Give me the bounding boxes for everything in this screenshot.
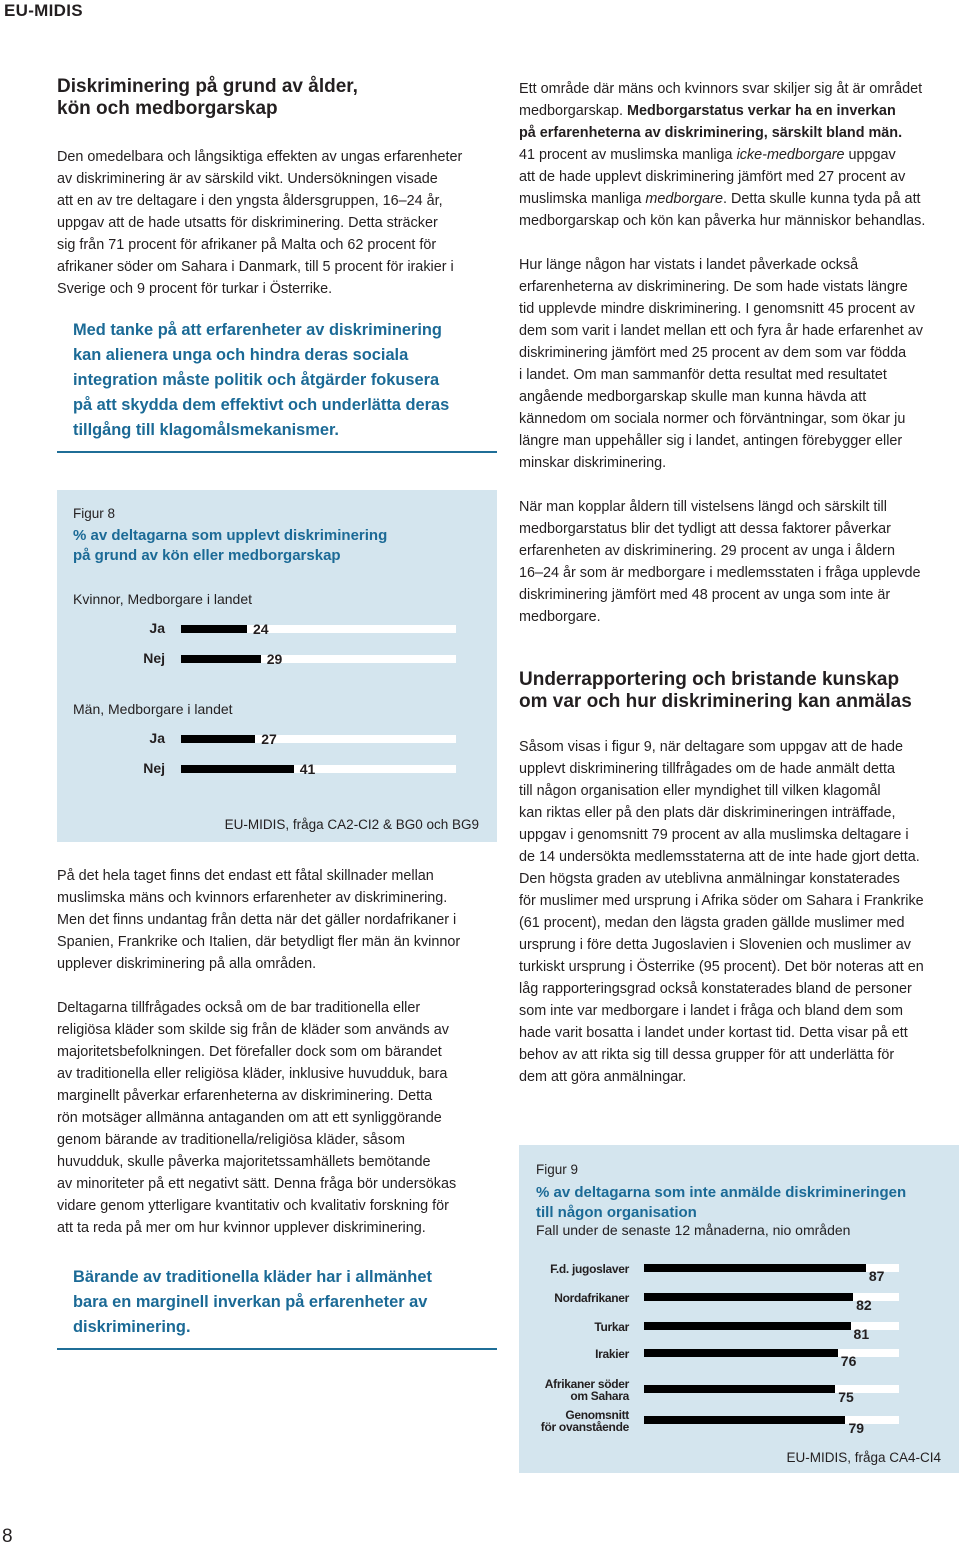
text-line: Såsom visas i figur 9, när deltagare som uppgav att de hade [519, 739, 903, 755]
text-line: av diskriminering är av särskild vikt. Undersökningen visade [57, 171, 438, 187]
left-paragraph-3 [57, 997, 499, 1239]
text-line: i landet. Om man sammanför detta resultat med resultatet [519, 367, 887, 383]
fig9-category-label [529, 1321, 629, 1333]
quote-line: integration måste politik och åtgärder fokusera [73, 371, 440, 389]
text-line: dem att göra anmälningar. [519, 1069, 687, 1085]
figure-9-panel [519, 1145, 959, 1473]
heading-line: om var och hur diskriminering kan anmälas [519, 691, 912, 712]
heading-line: kön och medborgarskap [57, 98, 278, 119]
figure-8-title [73, 526, 387, 566]
text-line: genom bärande av traditionella/religiösa kläder, såsom [57, 1132, 405, 1148]
fig9-category-label [529, 1348, 629, 1360]
text-line: Den omedelbara och långsiktiga effekten av ungas erfarenheter [57, 149, 463, 165]
fig9-category-label-line: Irakier [595, 1347, 629, 1361]
text-line: upplevt diskriminering tillfrågades om de hade anmält detta [519, 761, 895, 777]
fig9-bar [644, 1322, 851, 1330]
text-line: medborgare. [519, 609, 601, 625]
text-line [519, 144, 959, 166]
text-line: medborgarstatus blir det tydligt att dessa faktorer påverkar [519, 521, 891, 537]
text-span: 41 procent av muslimska manliga [519, 147, 737, 163]
fig9-value-label: 81 [853, 1326, 870, 1342]
figure-9-subtitle: Fall under de senaste 12 månaderna, nio områden [536, 1222, 851, 1238]
text-line: vidare genom ytterligare kvantitativ och kvalitativ forskning för [57, 1198, 449, 1214]
section-heading-age-gender [57, 76, 499, 120]
fig8-value-label: 24 [253, 621, 269, 637]
text-line: Hur länge någon har vistats i landet påverkade också [519, 257, 859, 273]
text-line: erfarenheterna av diskriminering. De som hade vistats längre [519, 279, 908, 295]
quote-line: Bärande av traditionella kläder har i allmänhet [73, 1268, 432, 1286]
text-line: för muslimer med ursprung i Afrika söder om Sahara i Frankrike [519, 893, 924, 909]
fig8-bar-track [181, 765, 456, 773]
text-line: att en av tre deltagare i den yngsta åldersgruppen, 16–24 år, [57, 193, 443, 209]
text-line: 16–24 år som är medborgare i medlemsstaten i fråga upplevde [519, 565, 921, 581]
fig9-category-label [529, 1292, 629, 1304]
text-line: majoritetsbefolkningen. Det förefaller dock som om bärandet [57, 1044, 442, 1060]
left-paragraph-1 [57, 146, 499, 300]
fig8-row-label: Ja [149, 730, 165, 746]
quote-line: på att skydda dem effektivt och underlätta deras [73, 396, 450, 414]
fig9-bar-track [644, 1385, 899, 1393]
fig9-bar [644, 1293, 853, 1301]
text-line: huvudduk, skulle påverka majoritetssamhällets bemötande [57, 1154, 431, 1170]
page-number: 8 [2, 1526, 13, 1545]
text-span: . Detta skulle kunna tyda på att [722, 191, 921, 207]
text-line: kännedom om sociala normer och förväntningar, som ökar ju [519, 411, 906, 427]
text-line: sig från 71 procent för afrikaner på Malta och 62 procent för [57, 237, 437, 253]
fig9-bar [644, 1349, 838, 1357]
right-column [519, 78, 959, 1088]
text-line [519, 122, 959, 144]
figure-title-line: på grund av kön eller medborgarskap [73, 547, 341, 564]
section-heading-underreporting [519, 669, 959, 713]
fig8-row-label: Ja [149, 620, 165, 636]
fig8-group-men: Män, Medborgare i landet [73, 701, 233, 717]
text-line: att ta reda på mer om hur kvinnor upplever diskriminering. [57, 1220, 426, 1236]
fig9-category-label-line: om Sahara [570, 1389, 629, 1403]
figure-title-line: till någon organisation [536, 1204, 697, 1221]
text-line: uppgav att de hade utsatts för diskriminering. Detta sträcker [57, 215, 438, 231]
text-line: upplever diskriminering på alla områden. [57, 956, 317, 972]
text-line: marginellt påverkar erfarenheterna av diskriminering. Detta [57, 1088, 433, 1104]
text-line: av minoriteter på ett negativt sätt. Denna fråga bör undersökas [57, 1176, 457, 1192]
text-line: turkiskt ursprung i Österrike (95 procent). Det bör noteras att en [519, 959, 924, 975]
text-line: erfarenheten av diskriminering. 29 procent av unga i åldern [519, 543, 895, 559]
figure-8-source: EU-MIDIS, fråga CA2-CI2 & BG0 och BG9 [224, 817, 479, 832]
fig8-bar [181, 735, 255, 743]
figure-9-source: EU-MIDIS, fråga CA4-CI4 [786, 1450, 941, 1465]
quote-line: tillgång till klagomålsmekanismer. [73, 421, 339, 439]
text-line: muslimska mäns och kvinnors erfarenheter av diskriminering. [57, 890, 448, 906]
fig8-bar-track [181, 735, 456, 743]
text-line: diskriminering jämfört med 25 procent av dem som var födda [519, 345, 907, 361]
text-line [519, 100, 959, 122]
left-column [57, 76, 499, 300]
text-line: rön motsäger allmänna antaganden om att ett synliggörande [57, 1110, 442, 1126]
text-span: muslimska manliga [519, 191, 646, 207]
text-line: dem som varit i landet mellan ett och fyra år hade erfarenhet av [519, 323, 923, 339]
italic-span: icke-medborgare [736, 147, 845, 163]
text-line: afrikaner söder om Sahara i Danmark, till 5 procent för irakier i [57, 259, 454, 275]
fig8-bar [181, 625, 247, 633]
fig9-category-label-line: Genomsnitt [565, 1408, 629, 1422]
text-line: Den högsta graden av uteblivna anmälningar konstaterades [519, 871, 900, 887]
text-line: tid upplevde mindre diskriminering. I genomsnitt 45 procent av [519, 301, 915, 317]
text-line: diskriminering jämfört med 48 procent av unga som inte är [519, 587, 891, 603]
figure-9-label: Figur 9 [536, 1162, 579, 1177]
text-line: uppgav i genomsnitt 79 procent av alla muslimska deltagare i [519, 827, 909, 843]
text-line: Ett område där mäns och kvinnors svar skiljer sig åt är området [519, 81, 923, 97]
fig9-category-label-line: för ovanstående [540, 1420, 629, 1434]
fig9-bar [644, 1416, 845, 1424]
text-line: ursprung i före detta Jugoslavien i Slovenien och muslimer av [519, 937, 911, 953]
text-line: Men det finns undantag från detta när det gäller nordafrikaner i [57, 912, 457, 928]
right-paragraph-3 [519, 496, 959, 628]
text-line: längre man uppehåller sig i landet, antingen förebygger eller [519, 433, 903, 449]
figure-title-line: % av deltagarna som inte anmälde diskrimineringen [536, 1184, 907, 1201]
pull-quote-2 [57, 1265, 497, 1350]
text-line: religiösa kläder som skilde sig från de kläder som används av [57, 1022, 449, 1038]
text-line: behov av att rikta sig till dessa grupper för att underlätta för [519, 1047, 895, 1063]
text-line: kan riktas eller på den plats där diskrimineringen inträffade, [519, 805, 896, 821]
italic-span: medborgare [645, 191, 723, 207]
fig9-category-label-line: Turkar [594, 1320, 629, 1334]
fig8-row-label: Nej [143, 650, 165, 666]
text-line: som inte var medborgare i landet i fråga och bland dem som [519, 1003, 903, 1019]
quote-line: Med tanke på att erfarenheter av diskriminering [73, 321, 442, 339]
fig8-bar-track [181, 655, 456, 663]
figure-9-title [536, 1183, 906, 1223]
text-span: uppgav [844, 147, 896, 163]
fig9-bar-track [644, 1264, 899, 1272]
right-paragraph-4 [519, 736, 959, 1088]
text-line: att de hade upplevt diskriminering jämfört med 27 procent av [519, 169, 906, 185]
pull-quote-1 [57, 318, 497, 453]
quote-line: bara en marginell inverkan på erfarenheter av [73, 1293, 428, 1311]
fig9-category-label-line: F.d. jugoslaver [550, 1262, 629, 1276]
text-line: Sverige och 9 procent för turkar i Österrike. [57, 281, 333, 297]
text-span: medborgarskap. [519, 103, 627, 119]
text-line: minskar diskriminering. [519, 455, 667, 471]
fig8-value-label: 27 [261, 731, 277, 747]
fig8-value-label: 29 [266, 651, 283, 667]
right-paragraph-2 [519, 254, 959, 474]
text-line: medborgarskap och kön kan påverka hur människor behandlas. [519, 213, 926, 229]
fig9-bar [644, 1385, 835, 1393]
fig8-bar-track [181, 625, 456, 633]
text-line: låg rapporteringsgrad också konstaterades bland de personer [519, 981, 912, 997]
figure-title-line: % av deltagarna som upplevt diskriminering [73, 527, 388, 544]
text-line: till någon organisation eller myndighet till vilken klagomål [519, 783, 881, 799]
bold-span: på erfarenheterna av diskriminering, särskilt bland män. [519, 125, 903, 141]
header-band [0, 0, 960, 22]
right-paragraph-1 [519, 78, 959, 232]
fig8-row-label: Nej [143, 760, 165, 776]
fig8-value-label: 41 [299, 761, 316, 777]
text-line: När man kopplar åldern till vistelsens längd och särskilt till [519, 499, 887, 515]
fig8-bar [181, 765, 294, 773]
fig9-value-label: 75 [838, 1389, 854, 1405]
text-line: de 14 undersökta medlemsstaterna att de inte hade gjort detta. [519, 849, 920, 865]
fig8-bar [181, 655, 261, 663]
heading-line: Underrapportering och bristande kunskap [519, 669, 900, 690]
fig9-category-label-line: Afrikaner söder [544, 1377, 629, 1391]
quote-line: diskriminering. [73, 1318, 191, 1336]
text-line: av traditionella eller religiösa kläder, inklusive huvudduk, bara [57, 1066, 448, 1082]
fig9-category-label-line: Nordafrikaner [554, 1291, 629, 1305]
heading-line: Diskriminering på grund av ålder, [57, 76, 358, 97]
figure-8-label: Figur 8 [73, 506, 116, 521]
header-title: EU-MIDIS [4, 1, 83, 20]
text-line: Deltagarna tillfrågades också om de bar traditionella eller [57, 1000, 421, 1016]
figure-8-panel [57, 490, 497, 842]
fig9-bar [644, 1264, 866, 1272]
text-line: På det hela taget finns det endast ett fåtal skillnader mellan [57, 868, 434, 884]
bold-span: Medborgarstatus verkar ha en inverkan [627, 103, 896, 119]
fig9-category-label [529, 1378, 629, 1402]
left-paragraph-2 [57, 865, 499, 975]
fig9-category-label [529, 1409, 629, 1433]
fig8-group-women: Kvinnor, Medborgare i landet [73, 591, 252, 607]
fig9-bar-track [644, 1349, 899, 1357]
quote-line: kan alienera unga och hindra deras sociala [73, 346, 409, 364]
text-line: hade varit bosatta i landet under kortast tid. Detta visar på ett [519, 1025, 908, 1041]
fig9-value-label: 79 [848, 1420, 865, 1436]
text-line: angående medborgarskap skulle man kunna hävda att [519, 389, 867, 405]
text-line [519, 188, 959, 210]
text-line: (61 procent), medan den lägsta graden gällde muslimer med [519, 915, 905, 931]
fig9-value-label: 76 [840, 1353, 857, 1369]
fig9-value-label: 87 [868, 1268, 885, 1284]
fig9-category-label [529, 1263, 629, 1275]
fig9-value-label: 82 [856, 1297, 872, 1313]
text-line: Spanien, Frankrike och Italien, där betydligt fler män än kvinnor [57, 934, 461, 950]
